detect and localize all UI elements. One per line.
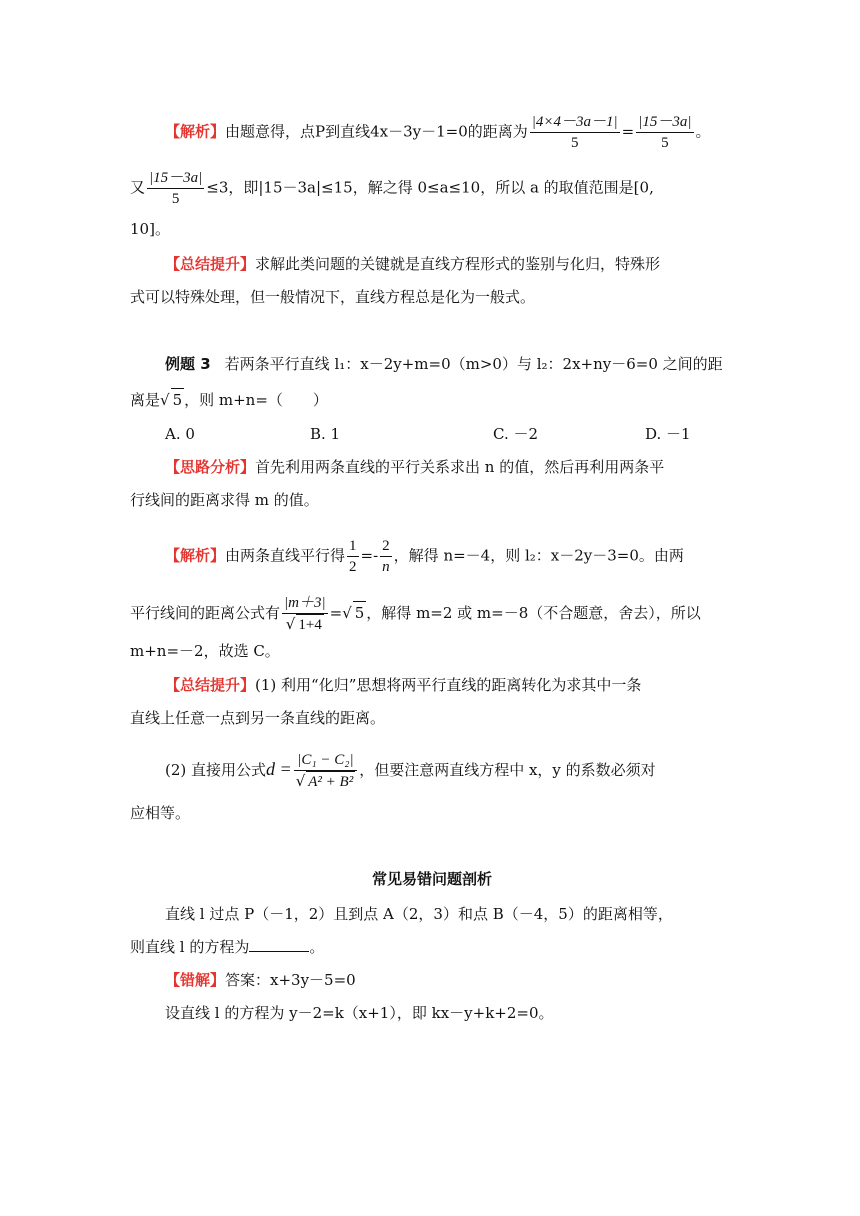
option-b: B. 1: [310, 425, 341, 443]
cuojie-label: 【错解】: [165, 971, 226, 989]
solution-line-2: 平行线间的距离公式有 $\frac{|m+3|}{√ 1+4}$ =√ 5 ，解得 m=2 或 m=－8（不合题意，舍去），所以: [130, 595, 701, 633]
solution-line-3: m+n=－2，故选 C。: [130, 642, 280, 660]
fraction-parallel-distance-formula: $\frac{\text{|C₁ − C₂|}}{\text{√ A² + B²}}$: [294, 750, 358, 792]
option-a: A. 0: [165, 425, 195, 443]
solution-line-1: 【解析】由两条直线平行得 $\frac{1}{2}$ =- $\frac{2}{n}$ ，解得 n=－4，则 l₂：x－2y－3=0。由两: [165, 538, 684, 575]
option-d: D. －1: [645, 425, 691, 443]
wrong-solution-line: 【错解】答案：x+3y－5=0: [165, 971, 356, 989]
fraction-distance: $\frac{|4\times 4-3a-1|}{5}$: [531, 114, 618, 151]
summary2-line-1: 【总结提升】(1) 利用“化归”思想将两平行直线的距离转化为求其中一条: [165, 676, 642, 694]
example3-title: 例题 3: [165, 355, 211, 373]
error-problem-line-1: 直线 l 过点 P（－1，2）且到点 A（2，3）和点 B（－4，5）的距离相等，: [165, 905, 673, 923]
summary-line-1: 【总结提升】求解此类问题的关键就是直线方程形式的鉴别与化归，特殊形: [165, 255, 661, 273]
analysis-label: 【思路分析】: [165, 458, 256, 476]
wrong-solution-step: 设直线 l 的方程为 y－2=k（x+1），即 kx－y+k+2=0。: [165, 1004, 554, 1022]
jiexi-text: 由题意得，点P到直线4x－3y－1=0的距离为: [225, 122, 528, 141]
range-end-line: 10]。: [130, 220, 170, 238]
summary-line-2: 式可以特殊处理，但一般情况下，直线方程总是化为一般式。: [130, 288, 536, 306]
summary-label-2: 【总结提升】: [165, 676, 256, 694]
option-c: C. －2: [493, 425, 539, 443]
fraction-two-over-n: $\frac{2}{n}$: [382, 538, 390, 575]
fraction-distance-formula: $\frac{|m+3|}{√ 1+4}$: [284, 595, 326, 633]
fraction-simplified: $\frac{|15-3a|}{5}$: [638, 114, 692, 151]
summary2-line-3: (2) 直接用公式d = $\frac{\text{|C₁ − C₂|}}{\text{√ A² + B²}}$ ，但要注意两直线方程中 x，y 的系数必须对: [165, 752, 656, 790]
jiexi-line-1: 【解析】由题意得，点P到直线4x－3y－1=0的距离为 $\frac{|4\times 4-3a-1|}{5}$ = $\frac{|15-3a|}{5}$ 。: [165, 114, 711, 151]
analysis-line-1: 【思路分析】首先利用两条直线的平行关系求出 n 的值，然后再利用两条平: [165, 458, 665, 476]
analysis-line-2: 行线间的距离求得 m 的值。: [130, 491, 319, 509]
fraction-half: $\frac{1}{2}$: [349, 538, 357, 575]
summary-label: 【总结提升】: [165, 255, 256, 273]
inequality-line: 又 $\frac{|15-3a|}{5}$ ≤3，即|15－3a|≤15，解之得 0≤a≤10，所以 a 的取值范围是[0,: [130, 170, 654, 207]
summary2-line-2: 直线上任意一点到另一条直线的距离。: [130, 709, 386, 727]
error-problem-line-2: 则直线 l 的方程为 。: [130, 938, 325, 956]
example3-question-line-2: 离是√ 5 ，则 m+n=（ ）: [130, 388, 328, 411]
summary2-line-4: 应相等。: [130, 804, 191, 822]
fraction-inequality: $\frac{|15-3a|}{5}$: [149, 170, 203, 207]
answer-blank: [249, 936, 309, 952]
jiexi-label-2: 【解析】: [165, 546, 226, 565]
common-errors-heading: 常见易错问题剖析: [372, 870, 493, 888]
example3-question-line-1: 例题 3 若两条平行直线 l₁：x－2y+m=0（m>0）与 l₂：2x+ny－6=0 之间的距: [165, 355, 723, 373]
jiexi-label: 【解析】: [165, 122, 226, 141]
sqrt-symbol: √: [160, 391, 170, 409]
